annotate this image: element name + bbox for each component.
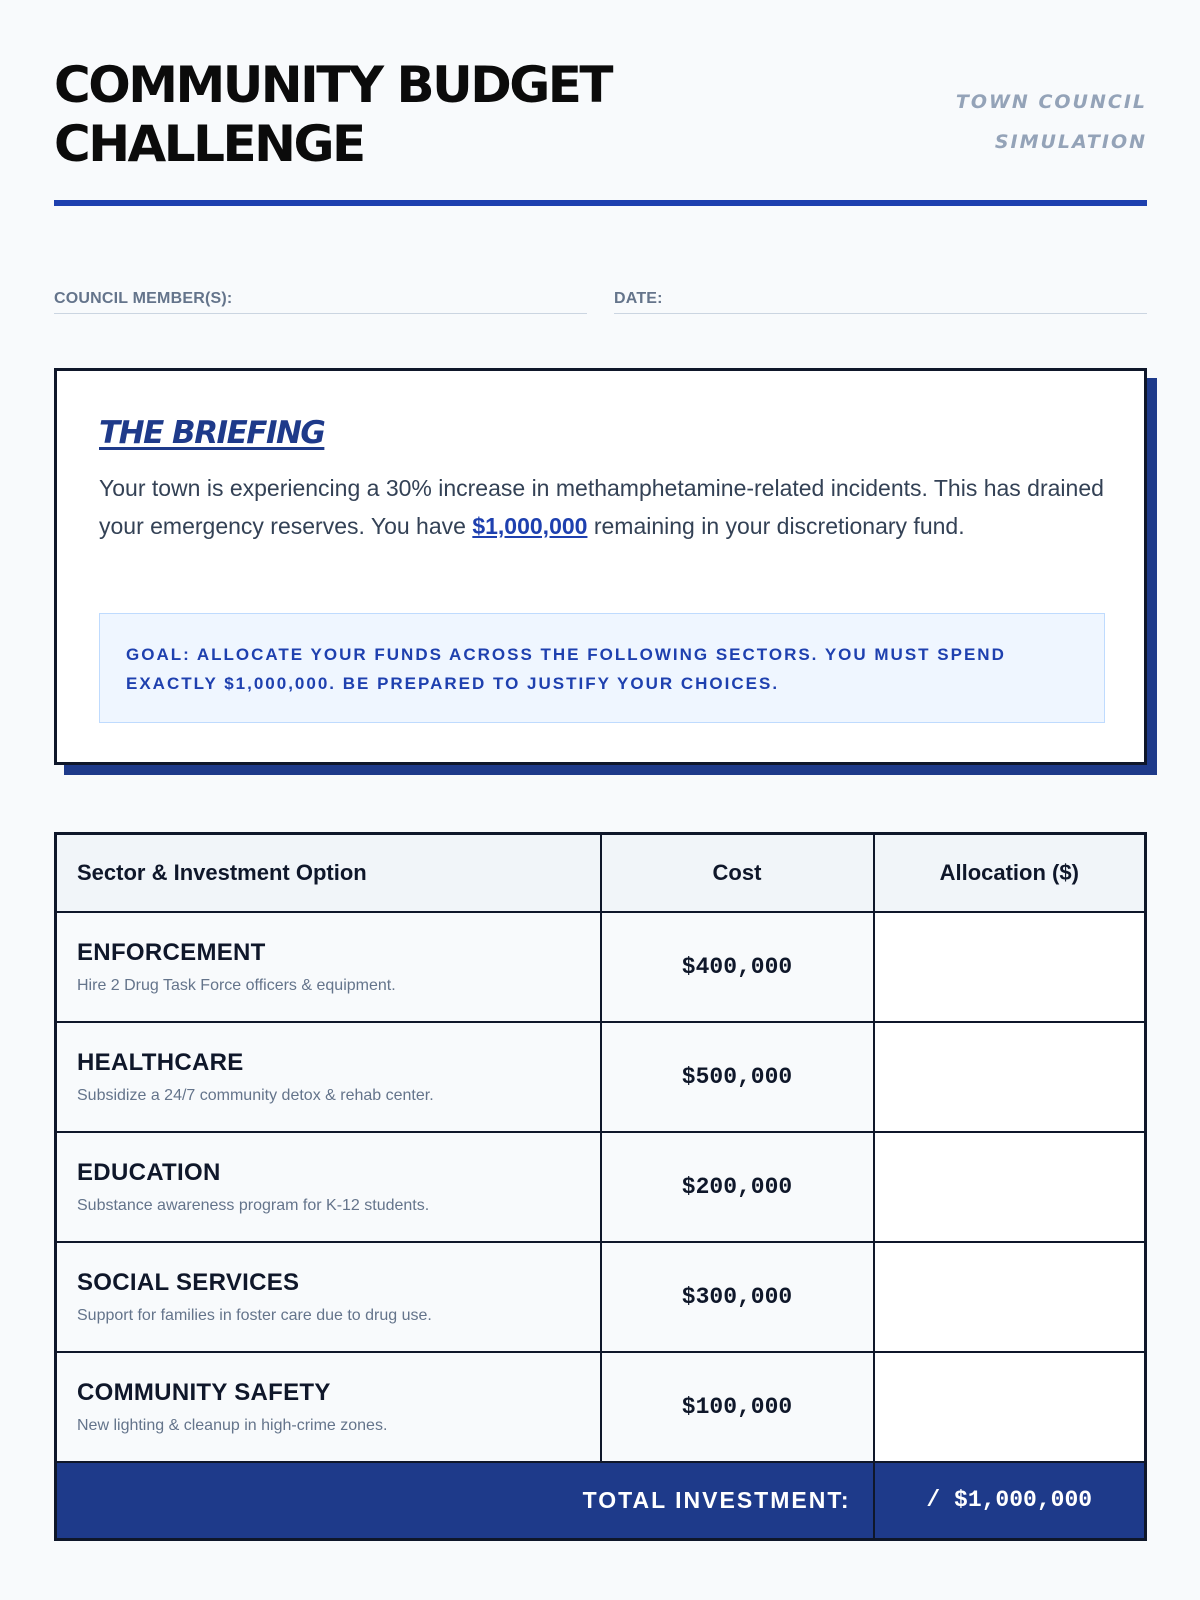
cost-cell: $300,000 [601, 1242, 874, 1352]
date-label: DATE: [614, 290, 663, 307]
date-field[interactable] [614, 286, 1147, 314]
sector-name: SOCIAL SERVICES [77, 1268, 300, 1296]
briefing-title: THE BRIEFING [99, 415, 325, 451]
sector-column-header: Sector & Investment Option [56, 834, 601, 912]
worksheet-header [54, 56, 1147, 206]
goal-box: GOAL: ALLOCATE YOUR FUNDS ACROSS THE FOLLOWING SECTORS. YOU MUST SPEND EXACTLY $1,000,000. BE PREPARED TO JUSTIFY YOUR CHOICES. [99, 613, 1105, 723]
allocation-cell[interactable] [874, 1132, 1146, 1242]
page-title: COMMUNITY BUDGET CHALLENGE [54, 56, 611, 173]
council-members-label: COUNCIL MEMBER(S): [54, 290, 233, 307]
sector-cell [56, 1132, 601, 1242]
table-row [56, 1352, 1146, 1462]
sector-description: Hire 2 Drug Task Force officers & equipment. [77, 976, 396, 994]
budget-table [54, 832, 1147, 1541]
sector-cell [56, 1022, 601, 1132]
sector-name: ENFORCEMENT [77, 938, 266, 966]
cost-column-header: Cost [601, 834, 874, 912]
cost-cell: $400,000 [601, 912, 874, 1022]
total-row [56, 1462, 1146, 1540]
allocation-cell[interactable] [874, 1352, 1146, 1462]
header-divider [54, 200, 1147, 206]
sector-description: Subsidize a 24/7 community detox & rehab center. [77, 1086, 434, 1104]
cost-cell: $100,000 [601, 1352, 874, 1462]
sector-description: Support for families in foster care due to drug use. [77, 1306, 432, 1324]
total-value[interactable]: / $1,000,000 [874, 1462, 1146, 1540]
sector-cell [56, 912, 601, 1022]
briefing-text [99, 469, 1109, 545]
sector-description: Substance awareness program for K-12 students. [77, 1196, 430, 1214]
sector-cell [56, 1352, 601, 1462]
cost-cell: $500,000 [601, 1022, 874, 1132]
table-row [56, 912, 1146, 1022]
briefing-card [54, 368, 1147, 765]
page-subtitle: TOWN COUNCIL SIMULATION [955, 91, 1147, 153]
sector-description: New lighting & cleanup in high-crime zones. [77, 1416, 388, 1434]
total-label: TOTAL INVESTMENT: [56, 1462, 874, 1540]
sector-name: COMMUNITY SAFETY [77, 1378, 331, 1406]
table-row [56, 1132, 1146, 1242]
briefing-text-end: remaining in your discretionary fund. [587, 513, 965, 539]
table-row [56, 1242, 1146, 1352]
allocation-cell[interactable] [874, 1242, 1146, 1352]
table-header-row [56, 834, 1146, 912]
allocation-cell[interactable] [874, 912, 1146, 1022]
sector-cell [56, 1242, 601, 1352]
cost-cell: $200,000 [601, 1132, 874, 1242]
council-members-field[interactable] [54, 286, 587, 314]
allocation-column-header: Allocation ($) [874, 834, 1146, 912]
allocation-cell[interactable] [874, 1022, 1146, 1132]
briefing-amount: $1,000,000 [472, 513, 588, 539]
sector-name: HEALTHCARE [77, 1048, 244, 1076]
sector-name: EDUCATION [77, 1158, 221, 1186]
briefing-text-start: Your town is experiencing a 30% increase in methamphetamine-related incidents. This has drained your emergency reserves. You have [99, 475, 1104, 539]
table-row [56, 1022, 1146, 1132]
